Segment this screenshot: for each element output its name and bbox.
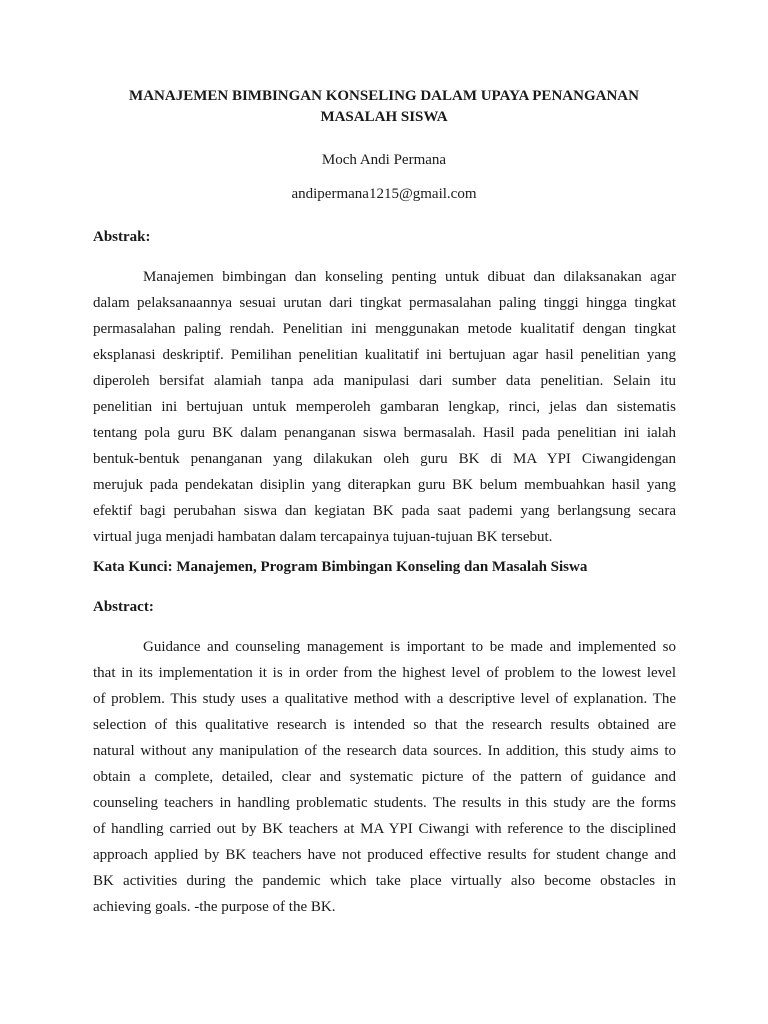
text-line: bentuk-bentuk penanganan yang dilakukan oleh guru BK di MA YPI Ciwangidengan <box>93 451 676 467</box>
abstract-heading: Abstract: <box>93 599 154 615</box>
text-line: permasalahan paling rendah. Penelitian ini menggunakan metode kualitatif dengan tingkat <box>93 321 676 337</box>
text-line: of handling carried out by BK teachers at MA YPI Ciwangi with reference to the disciplined <box>93 821 676 837</box>
text-line: selection of this qualitative research is intended so that the research results obtained are <box>93 717 676 733</box>
text-line: diperoleh bersifat alamiah tanpa ada manipulasi dari sumber data penelitian. Selain itu <box>93 373 676 389</box>
text-line: natural without any manipulation of the research data sources. In addition, this study aims to <box>93 743 676 759</box>
text-line: Manajemen bimbingan dan konseling penting untuk dibuat dan dilaksanakan agar <box>143 269 676 285</box>
text-line: approach applied by BK teachers have not produced effective results for student change and <box>93 847 676 863</box>
text-line: merujuk pada pendekatan disiplin yang diterapkan guru BK belum membuahkan hasil yang <box>93 477 676 493</box>
author-name: Moch Andi Permana <box>321 152 447 168</box>
abstrak-heading: Abstrak: <box>93 229 151 245</box>
keywords: Kata Kunci: Manajemen, Program Bimbingan Konseling dan Masalah Siswa <box>93 559 588 575</box>
text-line: achieving goals. -the purpose of the BK. <box>93 899 336 915</box>
text-line: eksplanasi deskriptif. Pemilihan penelitian kualitatif ini bertujuan agar hasil penelitian yang <box>93 347 676 363</box>
text-line: virtual juga menjadi hambatan dalam tercapainya tujuan-tujuan BK tersebut. <box>93 529 553 545</box>
abstract-paragraph <box>93 634 676 920</box>
text-line: counseling teachers in handling problematic students. The results in this study are the forms <box>93 795 676 811</box>
text-line: BK activities during the pandemic which take place virtually also become obstacles in <box>93 873 676 889</box>
text-line: dalam pelaksanaannya sesuai urutan dari tingkat permasalahan paling tinggi hingga tingkat <box>93 295 676 311</box>
text-line: penelitian ini bertujuan untuk memperoleh gambaran lengkap, rinci, jelas dan sistematis <box>93 399 676 415</box>
text-line: tentang pola guru BK dalam penanganan siswa bermasalah. Hasil pada penelitian ini ialah <box>93 425 676 441</box>
text-line: obtain a complete, detailed, clear and systematic picture of the pattern of guidance and <box>93 769 676 785</box>
text-line: that in its implementation it is in order from the highest level of problem to the lowest level <box>93 665 676 681</box>
abstrak-paragraph <box>93 264 676 550</box>
text-line: of problem. This study uses a qualitative method with a descriptive level of explanation. The <box>93 691 676 707</box>
title-line: MANAJEMEN BIMBINGAN KONSELING DALAM UPAYA PENANGANAN <box>129 88 639 104</box>
text-line: efektif bagi perubahan siswa dan kegiatan BK pada saat pademi yang berlangsung secara <box>93 503 676 519</box>
author-email: andipermana1215@gmail.com <box>291 186 477 202</box>
paper-title <box>0 86 768 128</box>
title-line: MASALAH SISWA <box>320 109 448 125</box>
text-line: Guidance and counseling management is important to be made and implemented so <box>143 639 676 655</box>
